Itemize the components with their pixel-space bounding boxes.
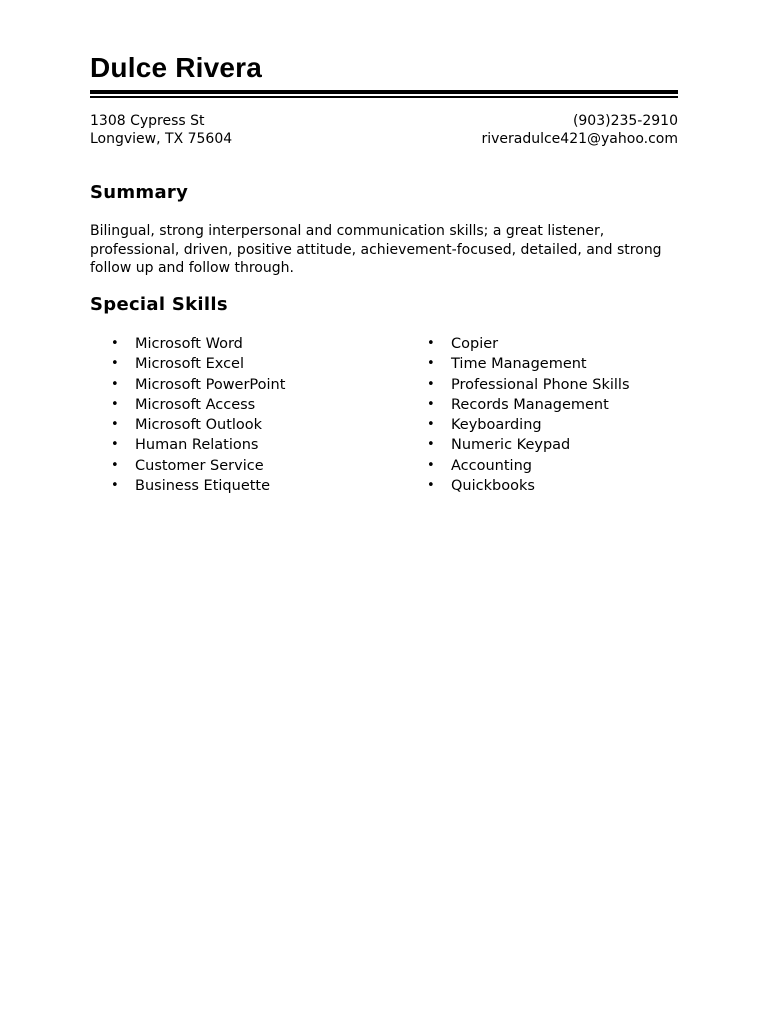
bullet: •: [427, 457, 435, 473]
skill-item: [90, 476, 285, 496]
skill-label: Microsoft PowerPoint: [135, 376, 286, 393]
skill-label: Microsoft Outlook: [135, 417, 263, 434]
skill-item: [90, 456, 285, 476]
skills-list-right: [406, 334, 630, 496]
skill-item: [90, 415, 285, 435]
address-block: [90, 113, 232, 148]
phone-number: (903)235-2910: [572, 113, 678, 129]
skill-item: [406, 375, 630, 395]
skill-item: [406, 395, 630, 415]
skill-label: Microsoft Word: [135, 336, 243, 352]
skill-label: Numeric Keypad: [451, 437, 571, 454]
skill-label: Records Management: [451, 396, 609, 413]
skill-item: [90, 375, 285, 395]
skill-label: Human Relations: [135, 437, 259, 454]
bullet: •: [427, 478, 435, 494]
bullet: •: [427, 437, 435, 453]
street-address: 1308 Cypress St: [90, 113, 205, 129]
skill-item: [406, 476, 630, 496]
skill-item: [90, 354, 285, 374]
skill-label: Accounting: [451, 457, 532, 474]
skill-label: Copier: [451, 336, 499, 352]
bullet: •: [111, 417, 119, 433]
skill-item: [406, 415, 630, 435]
bullet: •: [111, 336, 119, 351]
skill-label: Business Etiquette: [135, 478, 271, 495]
skill-label: Customer Service: [135, 457, 264, 474]
bullet: •: [427, 396, 435, 412]
skill-item: [406, 456, 630, 476]
skill-label: Microsoft Access: [135, 396, 256, 413]
skill-label: Time Management: [451, 356, 587, 373]
skill-item: [406, 354, 630, 374]
skill-label: Quickbooks: [451, 478, 535, 495]
skill-label: Microsoft Excel: [135, 356, 245, 373]
resume-page: [90, 0, 678, 1024]
skills-list-left: [90, 334, 285, 496]
header-rule-thin: [90, 96, 678, 98]
bullet: •: [111, 457, 119, 473]
summary-text: Bilingual, strong interpersonal and communication skills; a great listener, professional, driven, positive attitude, achievement-focused, detailed, and strong follow up and follow through.: [90, 223, 662, 276]
bullet: •: [111, 437, 119, 453]
header-rule-thick: [90, 90, 678, 94]
skill-item: [90, 435, 285, 455]
bullet: •: [427, 336, 435, 351]
bullet: •: [111, 356, 119, 372]
skill-item: [406, 435, 630, 455]
skill-label: Professional Phone Skills: [451, 376, 630, 393]
contact-block: [481, 113, 678, 148]
skill-item: [90, 334, 285, 354]
email-address: riveradulce421@yahoo.com: [481, 130, 678, 147]
resume-name: Dulce Rivera: [90, 52, 263, 83]
skill-label: Keyboarding: [451, 417, 542, 434]
skill-item: [406, 334, 630, 354]
bullet: •: [111, 478, 119, 494]
summary-heading: Summary: [90, 182, 189, 203]
bullet: •: [111, 396, 119, 412]
bullet: •: [111, 376, 119, 392]
city-state-zip: Longview, TX 75604: [90, 130, 233, 147]
bullet: •: [427, 417, 435, 433]
special-skills-heading: Special Skills: [90, 294, 228, 315]
bullet: •: [427, 376, 435, 392]
bullet: •: [427, 356, 435, 372]
skill-item: [90, 395, 285, 415]
